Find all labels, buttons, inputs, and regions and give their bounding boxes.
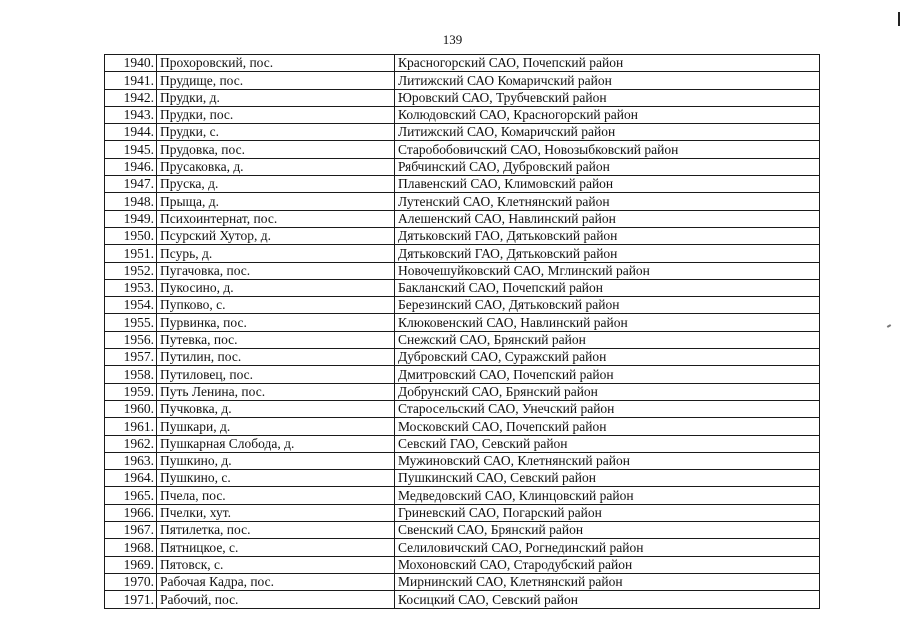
administration-area-cell: Алешенский САО, Навлинский район	[395, 210, 820, 227]
row-number-cell: 1947.	[105, 176, 157, 193]
row-number-cell: 1964.	[105, 470, 157, 487]
settlement-name-cell: Пятилетка, пос.	[157, 522, 395, 539]
table-row	[105, 193, 820, 210]
administration-area-cell: Гриневский САО, Погарский район	[395, 504, 820, 521]
settlement-name-cell: Рабочая Кадра, пос.	[157, 573, 395, 590]
administration-area-cell: Красногорский САО, Почепский район	[395, 55, 820, 72]
row-number-cell: 1971.	[105, 591, 157, 608]
settlement-name-cell: Прудище, пос.	[157, 72, 395, 89]
settlement-name-cell: Пушкарная Слобода, д.	[157, 435, 395, 452]
settlement-name-cell: Пруска, д.	[157, 176, 395, 193]
administration-area-cell: Московский САО, Почепский район	[395, 418, 820, 435]
administration-area-cell: Бакланский САО, Почепский район	[395, 279, 820, 296]
row-number-cell: 1957.	[105, 349, 157, 366]
settlement-table-body	[105, 55, 820, 609]
administration-area-cell: Лутенский САО, Клетнянский район	[395, 193, 820, 210]
row-number-cell: 1951.	[105, 245, 157, 262]
settlement-name-cell: Псурский Хутор, д.	[157, 227, 395, 244]
settlement-name-cell: Путиловец, пос.	[157, 366, 395, 383]
settlement-name-cell: Пушкино, с.	[157, 470, 395, 487]
administration-area-cell: Снежский САО, Брянский район	[395, 331, 820, 348]
settlement-name-cell: Пчела, пос.	[157, 487, 395, 504]
table-row	[105, 418, 820, 435]
row-number-cell: 1958.	[105, 366, 157, 383]
scan-speck	[887, 324, 891, 328]
table-row	[105, 470, 820, 487]
row-number-cell: 1941.	[105, 72, 157, 89]
row-number-cell: 1962.	[105, 435, 157, 452]
settlement-name-cell: Пушкино, д.	[157, 452, 395, 469]
row-number-cell: 1968.	[105, 539, 157, 556]
row-number-cell: 1949.	[105, 210, 157, 227]
table-row	[105, 245, 820, 262]
administration-area-cell: Косицкий САО, Севский район	[395, 591, 820, 608]
row-number-cell: 1955.	[105, 314, 157, 331]
row-number-cell: 1960.	[105, 400, 157, 417]
settlement-name-cell: Психоинтернат, пос.	[157, 210, 395, 227]
settlement-name-cell: Пчелки, хут.	[157, 504, 395, 521]
row-number-cell: 1943.	[105, 106, 157, 123]
row-number-cell: 1950.	[105, 227, 157, 244]
settlement-name-cell: Прудки, д.	[157, 89, 395, 106]
row-number-cell: 1965.	[105, 487, 157, 504]
settlement-name-cell: Прохоровский, пос.	[157, 55, 395, 72]
table-row	[105, 262, 820, 279]
page-number: 139	[442, 32, 463, 47]
table-row	[105, 331, 820, 348]
settlement-name-cell: Путевка, пос.	[157, 331, 395, 348]
table-row	[105, 349, 820, 366]
table-row	[105, 72, 820, 89]
row-number-cell: 1967.	[105, 522, 157, 539]
settlement-name-cell: Прусаковка, д.	[157, 158, 395, 175]
administration-area-cell: Добрунский САО, Брянский район	[395, 383, 820, 400]
row-number-cell: 1959.	[105, 383, 157, 400]
row-number-cell: 1940.	[105, 55, 157, 72]
settlement-name-cell: Прудки, с.	[157, 124, 395, 141]
row-number-cell: 1970.	[105, 573, 157, 590]
administration-area-cell: Литижский САО, Комаричский район	[395, 124, 820, 141]
table-row	[105, 210, 820, 227]
administration-area-cell: Селиловичский САО, Рогнединский район	[395, 539, 820, 556]
scan-edge-mark	[898, 12, 900, 26]
administration-area-cell: Клюковенский САО, Навлинский район	[395, 314, 820, 331]
table-row	[105, 279, 820, 296]
table-row	[105, 400, 820, 417]
settlement-name-cell: Пукосино, д.	[157, 279, 395, 296]
settlement-name-cell: Пучковка, д.	[157, 400, 395, 417]
table-row	[105, 435, 820, 452]
row-number-cell: 1966.	[105, 504, 157, 521]
settlement-name-cell: Прудки, пос.	[157, 106, 395, 123]
settlement-name-cell: Рабочий, пос.	[157, 591, 395, 608]
table-row	[105, 106, 820, 123]
settlement-name-cell: Пушкари, д.	[157, 418, 395, 435]
row-number-cell: 1969.	[105, 556, 157, 573]
table-row	[105, 591, 820, 608]
administration-area-cell: Новочешуйковский САО, Мглинский район	[395, 262, 820, 279]
table-row	[105, 227, 820, 244]
table-row	[105, 124, 820, 141]
table-row	[105, 504, 820, 521]
settlement-name-cell: Псурь, д.	[157, 245, 395, 262]
administration-area-cell: Медведовский САО, Клинцовский район	[395, 487, 820, 504]
administration-area-cell: Свенский САО, Брянский район	[395, 522, 820, 539]
row-number-cell: 1946.	[105, 158, 157, 175]
table-row	[105, 55, 820, 72]
administration-area-cell: Старобобовичский САО, Новозыбковский район	[395, 141, 820, 158]
table-row	[105, 141, 820, 158]
table-row	[105, 452, 820, 469]
administration-area-cell: Пушкинский САО, Севский район	[395, 470, 820, 487]
row-number-cell: 1944.	[105, 124, 157, 141]
administration-area-cell: Юровский САО, Трубчевский район	[395, 89, 820, 106]
administration-area-cell: Старосельский САО, Унечский район	[395, 400, 820, 417]
administration-area-cell: Колюдовский САО, Красногорский район	[395, 106, 820, 123]
administration-area-cell: Дмитровский САО, Почепский район	[395, 366, 820, 383]
table-row	[105, 383, 820, 400]
table-row	[105, 573, 820, 590]
row-number-cell: 1953.	[105, 279, 157, 296]
settlement-name-cell: Пупково, с.	[157, 297, 395, 314]
administration-area-cell: Мохоновский САО, Стародубский район	[395, 556, 820, 573]
administration-area-cell: Дубровский САО, Суражский район	[395, 349, 820, 366]
administration-area-cell: Мирнинский САО, Клетнянский район	[395, 573, 820, 590]
administration-area-cell: Рябчинский САО, Дубровский район	[395, 158, 820, 175]
settlement-name-cell: Пятовск, с.	[157, 556, 395, 573]
table-row	[105, 556, 820, 573]
row-number-cell: 1952.	[105, 262, 157, 279]
administration-area-cell: Дятьковский ГАО, Дятьковский район	[395, 245, 820, 262]
administration-area-cell: Севский ГАО, Севский район	[395, 435, 820, 452]
table-row	[105, 297, 820, 314]
table-row	[105, 89, 820, 106]
settlement-name-cell: Прудовка, пос.	[157, 141, 395, 158]
administration-area-cell: Дятьковский ГАО, Дятьковский район	[395, 227, 820, 244]
administration-area-cell: Литижский САО Комаричский район	[395, 72, 820, 89]
table-row	[105, 314, 820, 331]
settlement-name-cell: Пятницкое, с.	[157, 539, 395, 556]
table-row	[105, 487, 820, 504]
table-row	[105, 522, 820, 539]
settlement-name-cell: Прыща, д.	[157, 193, 395, 210]
table-row	[105, 539, 820, 556]
row-number-cell: 1942.	[105, 89, 157, 106]
settlement-name-cell: Путилин, пос.	[157, 349, 395, 366]
table-row	[105, 158, 820, 175]
row-number-cell: 1954.	[105, 297, 157, 314]
row-number-cell: 1956.	[105, 331, 157, 348]
table-row	[105, 176, 820, 193]
administration-area-cell: Березинский САО, Дятьковский район	[395, 297, 820, 314]
administration-area-cell: Мужиновский САО, Клетнянский район	[395, 452, 820, 469]
row-number-cell: 1961.	[105, 418, 157, 435]
table-row	[105, 366, 820, 383]
settlement-table	[104, 54, 820, 609]
row-number-cell: 1963.	[105, 452, 157, 469]
row-number-cell: 1948.	[105, 193, 157, 210]
settlement-name-cell: Путь Ленина, пос.	[157, 383, 395, 400]
administration-area-cell: Плавенский САО, Климовский район	[395, 176, 820, 193]
row-number-cell: 1945.	[105, 141, 157, 158]
settlement-name-cell: Пугачовка, пос.	[157, 262, 395, 279]
settlement-name-cell: Пурвинка, пос.	[157, 314, 395, 331]
